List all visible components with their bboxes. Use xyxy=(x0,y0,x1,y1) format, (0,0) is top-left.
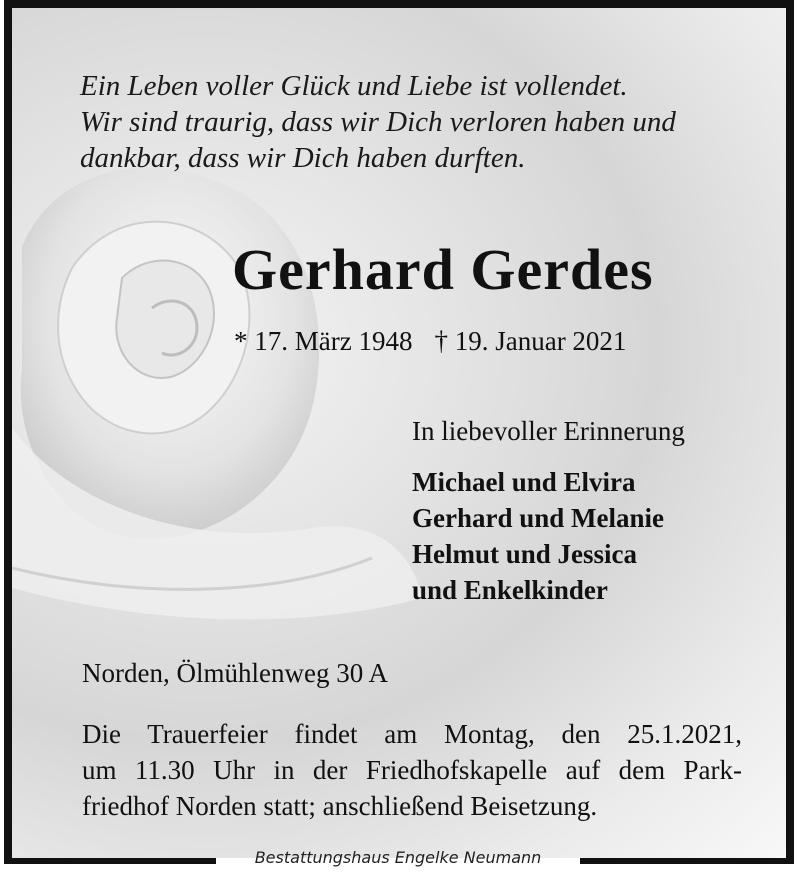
mourner-item: Michael und Elvira xyxy=(412,467,636,497)
mourner-item: Gerhard und Melanie xyxy=(412,503,665,533)
quote-line: Ein Leben voller Glück und Liebe ist vollendet. xyxy=(80,70,628,102)
memory-line: In liebevoller Erinnerung xyxy=(412,416,685,446)
life-dates xyxy=(234,326,626,357)
notice-frame xyxy=(4,0,794,858)
quote-line: dankbar, dass wir Dich haben durften. xyxy=(80,142,526,174)
bottom-rule-right xyxy=(580,858,794,864)
mourner-item: und Enkelkinder xyxy=(412,575,608,605)
mourners-list xyxy=(412,464,664,608)
birth-date: * 17. März 1948 xyxy=(234,326,413,356)
quote-line: Wir sind traurig, dass wir Dich verloren haben und xyxy=(80,106,676,138)
memorial-quote xyxy=(80,68,760,176)
service-line: um 11.30 Uhr in der Friedhofskapelle auf dem Park- xyxy=(82,755,742,785)
deceased-name: Gerhard Gerdes xyxy=(232,237,654,302)
rose-image xyxy=(12,128,432,688)
family-address: Norden, Ölmühlenweg 30 A xyxy=(82,658,388,688)
service-line: friedhof Norden statt; anschließend Beisetzung. xyxy=(82,791,598,821)
death-date: † 19. Januar 2021 xyxy=(434,326,627,356)
bottom-rule-left xyxy=(4,858,216,864)
funeral-home-name: Bestattungshaus Engelke Neumann xyxy=(254,848,542,867)
mourner-item: Helmut und Jessica xyxy=(412,539,638,569)
service-line: Die Trauerfeier findet am Montag, den 25.1.2021, xyxy=(82,719,742,749)
service-details xyxy=(82,716,742,824)
